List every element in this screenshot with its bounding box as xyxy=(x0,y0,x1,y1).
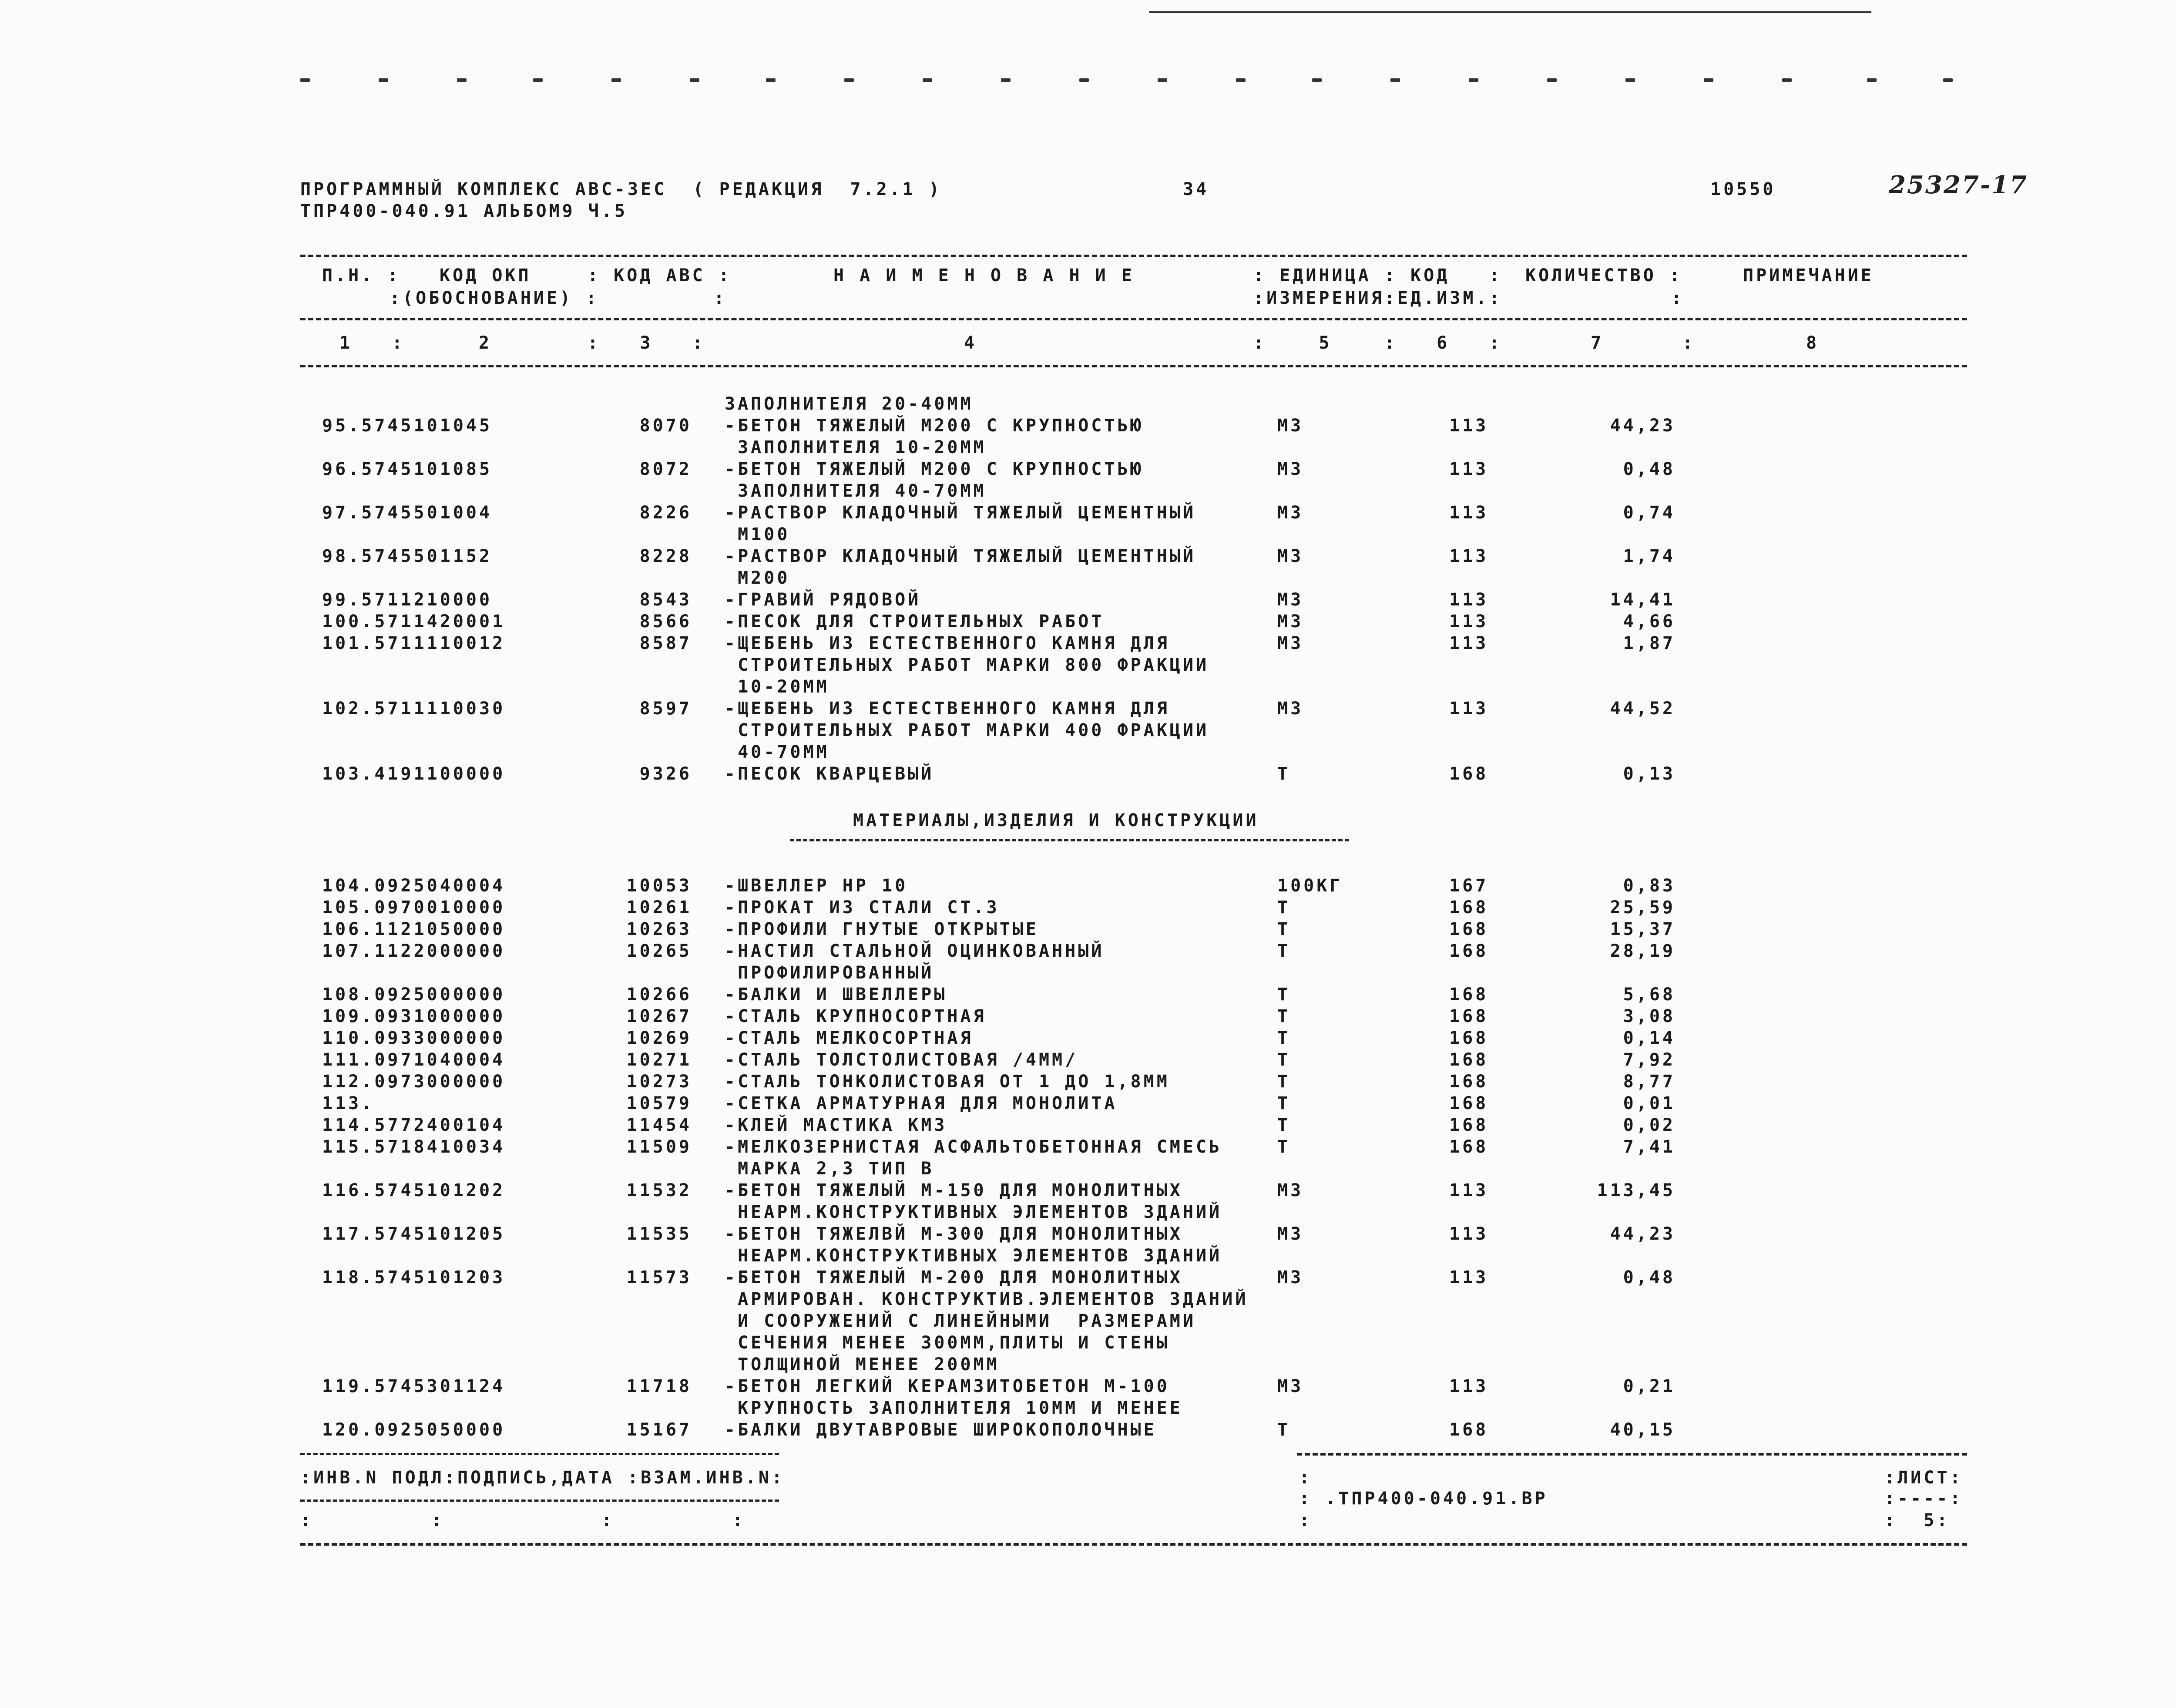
unit-code: 113 xyxy=(1449,633,1489,653)
abc-code: 10266 xyxy=(626,985,692,1005)
unit-of-measure: Т xyxy=(1277,1028,1291,1048)
punch-mark xyxy=(1312,78,1322,82)
table-row xyxy=(0,568,2176,590)
item-name: -СЕТКА АРМАТУРНАЯ ДЛЯ МОНОЛИТА xyxy=(725,1093,1118,1113)
position-number: 108.0925000000 xyxy=(322,985,506,1005)
quantity: 5,68 xyxy=(1623,985,1676,1005)
item-name: -ШВЕЛЛЕР НР 10 xyxy=(725,876,908,896)
table-row xyxy=(0,1028,2176,1050)
quantity: 0,21 xyxy=(1623,1376,1676,1396)
unit-of-measure: М3 xyxy=(1277,546,1304,566)
position-number: 115.5718410034 xyxy=(322,1137,506,1157)
item-name: -МЕЛКОЗЕРНИСТАЯ АСФАЛЬТОБЕТОННАЯ СМЕСЬ xyxy=(725,1137,1222,1157)
position-number: 99.5711210000 xyxy=(322,590,493,610)
header-bottom-rule xyxy=(300,365,1967,367)
punch-mark xyxy=(457,78,467,82)
item-name: -ЩЕБЕНЬ ИЗ ЕСТЕСТВЕННОГО КАМНЯ ДЛЯ xyxy=(725,699,1170,719)
quantity: 0,48 xyxy=(1623,459,1676,479)
unit-code: 113 xyxy=(1449,1268,1489,1288)
unit-code: 113 xyxy=(1449,1180,1489,1200)
unit-of-measure: М3 xyxy=(1277,1180,1304,1200)
col-okp-header: КОД ОКП xyxy=(440,266,531,286)
table-row xyxy=(0,677,2176,699)
position-number: 116.5745101202 xyxy=(322,1180,506,1200)
unit-of-measure: Т xyxy=(1277,764,1291,784)
footer-doc-ref: : .ТПР400-040.91.ВР xyxy=(1299,1489,1548,1509)
quantity: 8,77 xyxy=(1623,1072,1676,1092)
abc-code: 11573 xyxy=(626,1268,692,1288)
quantity: 0,01 xyxy=(1623,1093,1676,1113)
unit-of-measure: М3 xyxy=(1277,1268,1304,1288)
unit-of-measure: Т xyxy=(1277,898,1291,918)
unit-code: 168 xyxy=(1449,898,1489,918)
unit-of-measure: Т xyxy=(1277,985,1291,1005)
unit-code: 168 xyxy=(1449,941,1489,961)
item-name: -ПЕСОК ДЛЯ СТРОИТЕЛЬНЫХ РАБОТ xyxy=(725,612,1105,632)
unit-of-measure: М3 xyxy=(1277,1376,1304,1396)
item-name: НЕАРМ.КОНСТРУКТИВНЫХ ЭЛЕМЕНТОВ ЗДАНИЙ xyxy=(725,1202,1222,1222)
unit-of-measure: М3 xyxy=(1277,590,1304,610)
quantity: 25,59 xyxy=(1610,898,1676,918)
unit-of-measure: М3 xyxy=(1277,633,1304,653)
table-row xyxy=(0,985,2176,1006)
header-mid-rule xyxy=(300,318,1967,320)
unit-code: 168 xyxy=(1449,764,1489,784)
unit-code: 113 xyxy=(1449,699,1489,719)
abc-code: 11454 xyxy=(626,1115,692,1135)
quantity: 113,45 xyxy=(1597,1180,1676,1200)
punch-mark xyxy=(1625,78,1635,82)
doc-title-line2: ТПР400-040.91 АЛЬБОМ9 Ч.5 xyxy=(300,201,628,221)
position-number: 110.0933000000 xyxy=(322,1028,506,1048)
footer-left-sep-rule xyxy=(300,1500,779,1502)
table-row xyxy=(0,590,2176,612)
abc-code: 8226 xyxy=(639,503,692,523)
unit-of-measure: Т xyxy=(1277,1006,1291,1026)
unit-code: 113 xyxy=(1449,546,1489,566)
unit-code: 168 xyxy=(1449,1137,1489,1157)
abc-code: 8587 xyxy=(639,633,692,653)
position-number: 98.5745501152 xyxy=(322,546,493,566)
punch-mark xyxy=(766,78,776,82)
item-name: КРУПНОСТЬ ЗАПОЛНИТЕЛЯ 10ММ И МЕНЕЕ xyxy=(725,1398,1183,1418)
item-name: ЗАПОЛНИТЕЛЯ 20-40ММ xyxy=(725,394,974,414)
table-row xyxy=(0,699,2176,720)
header-top-rule xyxy=(300,255,1967,257)
item-name: -БЕТОН ТЯЖЕЛЫЙ М200 С КРУПНОСТЬЮ xyxy=(725,459,1144,479)
item-name: -СТАЛЬ КРУПНОСОРТНАЯ xyxy=(725,1006,987,1026)
punch-mark xyxy=(923,78,932,82)
punch-mark xyxy=(1001,78,1011,82)
punch-mark xyxy=(1236,78,1246,82)
unit-of-measure: М3 xyxy=(1277,416,1304,436)
unit-code: 113 xyxy=(1449,1224,1489,1244)
abc-code: 10267 xyxy=(626,1006,692,1026)
footer-left-blank: : : : : xyxy=(300,1510,745,1530)
unit-of-measure: М3 xyxy=(1277,503,1304,523)
col-note-header: ПРИМЕЧАНИЕ xyxy=(1743,266,1874,286)
item-name: -СТАЛЬ ТОНКОЛИСТОВАЯ ОТ 1 ДО 1,8ММ xyxy=(725,1072,1170,1092)
punch-mark xyxy=(1390,78,1400,82)
unit-code: 113 xyxy=(1449,1376,1489,1396)
table-row xyxy=(0,1311,2176,1333)
col-num-2: 2 xyxy=(479,333,492,353)
table-row xyxy=(0,546,2176,568)
position-number: 114.5772400104 xyxy=(322,1115,506,1135)
item-name: -ГРАВИЙ РЯДОВОЙ xyxy=(725,590,921,610)
quantity: 28,19 xyxy=(1610,941,1676,961)
position-number: 120.0925050000 xyxy=(322,1420,506,1440)
position-number: 106.1121050000 xyxy=(322,919,506,939)
position-number: 107.1122000000 xyxy=(322,941,506,961)
footer-mid-colon2: : xyxy=(1299,1510,1313,1530)
punch-mark xyxy=(1158,78,1167,82)
punch-mark xyxy=(300,78,310,82)
unit-of-measure: Т xyxy=(1277,1137,1291,1157)
item-name: -РАСТВОР КЛАДОЧНЫЙ ТЯЖЕЛЫЙ ЦЕМЕНТНЫЙ xyxy=(725,546,1196,566)
item-name: -БАЛКИ ДВУТАВРОВЫЕ ШИРОКОПОЛОЧНЫЕ xyxy=(725,1420,1157,1440)
table-row xyxy=(0,1202,2176,1224)
position-number: 104.0925040004 xyxy=(322,876,506,896)
abc-code: 10053 xyxy=(626,876,692,896)
item-name: -ПЕСОК КВАРЦЕВЫЙ xyxy=(725,764,934,784)
abc-code: 8543 xyxy=(639,590,692,610)
position-number: 113. xyxy=(322,1093,375,1113)
col-pn-header: П.Н. : xyxy=(322,266,401,286)
item-name: -БЕТОН ТЯЖЕЛЫЙ М-150 ДЛЯ МОНОЛИТНЫХ xyxy=(725,1180,1183,1200)
quantity: 1,74 xyxy=(1623,546,1676,566)
unit-code: 168 xyxy=(1449,1028,1489,1048)
item-name: ПРОФИЛИРОВАННЫЙ xyxy=(725,963,934,983)
quantity: 0,48 xyxy=(1623,1268,1676,1288)
table-row xyxy=(0,459,2176,481)
abc-code: 10579 xyxy=(626,1093,692,1113)
punch-mark xyxy=(844,78,854,82)
quantity: 44,23 xyxy=(1610,1224,1676,1244)
col-num-3: : 3 : xyxy=(588,333,705,353)
table-row xyxy=(0,742,2176,764)
punch-mark xyxy=(379,78,388,82)
quantity: 44,23 xyxy=(1610,416,1676,436)
unit-code: 168 xyxy=(1449,1420,1489,1440)
item-name: 40-70ММ xyxy=(725,742,829,762)
table-row xyxy=(0,1050,2176,1072)
col-num-8: 8 xyxy=(1806,333,1820,353)
col-num-1: 1 : xyxy=(339,333,405,353)
table-row xyxy=(0,1115,2176,1137)
unit-code: 168 xyxy=(1449,1006,1489,1026)
position-number: 100.5711420001 xyxy=(322,612,506,632)
table-row xyxy=(0,1246,2176,1268)
unit-code: 167 xyxy=(1449,876,1489,896)
abc-code: 10265 xyxy=(626,941,692,961)
handwritten-number: 25327-17 xyxy=(1889,171,2028,199)
item-name: -СТАЛЬ ТОЛСТОЛИСТОВАЯ /4ММ/ xyxy=(725,1050,1078,1070)
table-row xyxy=(0,1224,2176,1246)
quantity: 0,13 xyxy=(1623,764,1676,784)
item-name: -БЕТОН ТЯЖЕЛЫЙ М-200 ДЛЯ МОНОЛИТНЫХ xyxy=(725,1268,1183,1288)
abc-code: 8070 xyxy=(639,416,692,436)
table-row xyxy=(0,1093,2176,1115)
table-row xyxy=(0,394,2176,416)
footer-sheet-number: : 5: xyxy=(1884,1510,1950,1530)
unit-code: 168 xyxy=(1449,1072,1489,1092)
unit-code: 113 xyxy=(1449,503,1489,523)
unit-of-measure: 100КГ xyxy=(1277,876,1343,896)
abc-code: 10271 xyxy=(626,1050,692,1070)
quantity: 7,92 xyxy=(1623,1050,1676,1070)
col-unit-subheader: :ИЗМЕРЕНИЯ:ЕД.ИЗМ.: xyxy=(1253,288,1502,308)
col-qty-subheader: : xyxy=(1671,288,1685,308)
unit-of-measure: Т xyxy=(1277,1050,1291,1070)
item-name: СЕЧЕНИЯ МЕНЕЕ 300ММ,ПЛИТЫ И СТЕНЫ xyxy=(725,1333,1170,1353)
abc-code: 9326 xyxy=(639,764,692,784)
punch-mark xyxy=(1867,78,1877,82)
unit-of-measure: М3 xyxy=(1277,612,1304,632)
item-name: ЗАПОЛНИТЕЛЯ 40-70ММ xyxy=(725,481,987,501)
abc-code: 8566 xyxy=(639,612,692,632)
position-number: 101.5711110012 xyxy=(322,633,506,653)
item-name: ТОЛЩИНОЙ МЕНЕЕ 200ММ xyxy=(725,1355,1000,1375)
unit-code: 168 xyxy=(1449,919,1489,939)
table-row xyxy=(0,720,2176,742)
quantity: 44,52 xyxy=(1610,699,1676,719)
quantity: 7,41 xyxy=(1623,1137,1676,1157)
col-name-header: Н А И М Е Н О В А Н И Е xyxy=(833,266,1135,286)
doc-code: 10550 xyxy=(1710,179,1776,199)
abc-code: 11532 xyxy=(626,1180,692,1200)
doc-title-line1: ПРОГРАММНЫЙ КОМПЛЕКС АВС-ЗЕС ( РЕДАКЦИЯ 7.2.1 ) xyxy=(300,179,942,199)
table-row xyxy=(0,1159,2176,1180)
position-number: 95.5745101045 xyxy=(322,416,493,436)
col-unit-header: : ЕДИНИЦА : КОД : xyxy=(1253,266,1502,286)
footer-sheet-sep: :----: xyxy=(1884,1489,1963,1509)
unit-of-measure: Т xyxy=(1277,1420,1291,1440)
section-title: МАТЕРИАЛЫ,ИЗДЕЛИЯ И КОНСТРУКЦИИ xyxy=(853,810,1259,830)
table-row xyxy=(0,1355,2176,1376)
table-row xyxy=(0,1333,2176,1355)
table-row xyxy=(0,1180,2176,1202)
table-row xyxy=(0,1137,2176,1159)
abc-code: 11535 xyxy=(626,1224,692,1244)
item-name: -БАЛКИ И ШВЕЛЛЕРЫ xyxy=(725,985,947,1005)
table-row xyxy=(0,898,2176,919)
table-row xyxy=(0,1268,2176,1289)
unit-of-measure: М3 xyxy=(1277,1224,1304,1244)
punch-mark xyxy=(611,78,621,82)
item-name: НЕАРМ.КОНСТРУКТИВНЫХ ЭЛЕМЕНТОВ ЗДАНИЙ xyxy=(725,1246,1222,1266)
punch-mark xyxy=(1943,78,1953,82)
item-name: -КЛЕЙ МАСТИКА КМЗ xyxy=(725,1115,947,1135)
unit-of-measure: Т xyxy=(1277,1115,1291,1135)
position-number: 105.0970010000 xyxy=(322,898,506,918)
item-name: -РАСТВОР КЛАДОЧНЫЙ ТЯЖЕЛЫЙ ЦЕМЕНТНЫЙ xyxy=(725,503,1196,523)
table-row xyxy=(0,1420,2176,1442)
item-name: -БЕТОН ТЯЖЕЛЫЙ М200 С КРУПНОСТЬЮ xyxy=(725,416,1144,436)
table-row xyxy=(0,941,2176,963)
quantity: 15,37 xyxy=(1610,919,1676,939)
table-row xyxy=(0,1398,2176,1420)
table-row xyxy=(0,503,2176,525)
unit-code: 113 xyxy=(1449,459,1489,479)
item-name: И СООРУЖЕНИЙ С ЛИНЕЙНЫМИ РАЗМЕРАМИ xyxy=(725,1311,1196,1331)
position-number: 102.5711110030 xyxy=(322,699,506,719)
col-okp-subheader: :(ОБОСНОВАНИЕ) : xyxy=(390,288,599,308)
table-row xyxy=(0,919,2176,941)
quantity: 1,87 xyxy=(1623,633,1676,653)
unit-code: 168 xyxy=(1449,985,1489,1005)
item-name: -НАСТИЛ СТАЛЬНОЙ ОЦИНКОВАННЫЙ xyxy=(725,941,1105,961)
abc-code: 8597 xyxy=(639,699,692,719)
punch-mark xyxy=(690,78,699,82)
quantity: 4,66 xyxy=(1623,612,1676,632)
unit-code: 168 xyxy=(1449,1093,1489,1113)
punch-mark xyxy=(1782,78,1792,82)
table-row xyxy=(0,481,2176,503)
position-number: 119.5745301124 xyxy=(322,1376,506,1396)
item-name: -БЕТОН ЛЕГКИЙ КЕРАМЗИТОБЕТОН М-100 xyxy=(725,1376,1170,1396)
abc-code: 10261 xyxy=(626,898,692,918)
footer-mid-colon: : xyxy=(1299,1468,1313,1488)
unit-of-measure: Т xyxy=(1277,941,1291,961)
punch-mark xyxy=(1547,78,1557,82)
position-number: 97.5745501004 xyxy=(322,503,493,523)
unit-of-measure: Т xyxy=(1277,919,1291,939)
table-row xyxy=(0,963,2176,985)
col-num-5-6: : 5 : 6 : xyxy=(1253,333,1502,353)
position-number: 103.4191100000 xyxy=(322,764,506,784)
col-num-7: 7 : xyxy=(1591,333,1696,353)
item-name: М100 xyxy=(725,525,790,545)
quantity: 0,02 xyxy=(1623,1115,1676,1135)
item-name: М200 xyxy=(725,568,790,588)
abc-code: 10269 xyxy=(626,1028,692,1048)
position-number: 96.5745101085 xyxy=(322,459,493,479)
quantity: 0,14 xyxy=(1623,1028,1676,1048)
item-name: МАРКА 2,3 ТИП В xyxy=(725,1159,934,1179)
table-row xyxy=(0,525,2176,546)
item-name: СТРОИТЕЛЬНЫХ РАБОТ МАРКИ 400 ФРАКЦИИ xyxy=(725,720,1209,740)
col-qty-header: КОЛИЧЕСТВО : xyxy=(1525,266,1682,286)
position-number: 109.0931000000 xyxy=(322,1006,506,1026)
table-row xyxy=(0,1006,2176,1028)
quantity: 0,74 xyxy=(1623,503,1676,523)
footer-left-labels: :ИНВ.N ПОДЛ:ПОДПИСЬ,ДАТА :ВЗАМ.ИНВ.N: xyxy=(300,1468,785,1488)
position-number: 117.5745101205 xyxy=(322,1224,506,1244)
page-number: 34 xyxy=(1183,179,1209,199)
position-number: 118.5745101203 xyxy=(322,1268,506,1288)
abc-code: 8228 xyxy=(639,546,692,566)
footer-top-rule-left xyxy=(300,1453,779,1455)
item-name: 10-20ММ xyxy=(725,677,829,697)
col-abc-header: : КОД АВС : xyxy=(588,266,732,286)
item-name: -ПРОКАТ ИЗ СТАЛИ СТ.3 xyxy=(725,898,1000,918)
footer-top-rule-right xyxy=(1297,1453,1967,1456)
position-number: 111.0971040004 xyxy=(322,1050,506,1070)
punch-mark xyxy=(1079,78,1089,82)
unit-of-measure: М3 xyxy=(1277,699,1304,719)
quantity: 3,08 xyxy=(1623,1006,1676,1026)
table-row xyxy=(0,876,2176,898)
abc-code: 11509 xyxy=(626,1137,692,1157)
table-row xyxy=(0,437,2176,459)
punch-mark xyxy=(1704,78,1713,82)
unit-code: 113 xyxy=(1449,590,1489,610)
unit-code: 113 xyxy=(1449,612,1489,632)
col-abc-subheader: : xyxy=(714,288,727,308)
table-row xyxy=(0,655,2176,677)
unit-of-measure: Т xyxy=(1277,1093,1291,1113)
table-row xyxy=(0,416,2176,437)
unit-of-measure: Т xyxy=(1277,1072,1291,1092)
punch-mark xyxy=(1469,78,1478,82)
table-row xyxy=(0,1376,2176,1398)
punch-mark xyxy=(533,78,543,82)
abc-code: 8072 xyxy=(639,459,692,479)
item-name: СТРОИТЕЛЬНЫХ РАБОТ МАРКИ 800 ФРАКЦИИ xyxy=(725,655,1209,675)
item-name: -БЕТОН ТЯЖЕЛВЙ М-300 ДЛЯ МОНОЛИТНЫХ xyxy=(725,1224,1183,1244)
abc-code: 11718 xyxy=(626,1376,692,1396)
table-row xyxy=(0,612,2176,633)
footer-bottom-rule xyxy=(300,1543,1967,1546)
quantity: 14,41 xyxy=(1610,590,1676,610)
item-name: АРМИРОВАН. КОНСТРУКТИВ.ЭЛЕМЕНТОВ ЗДАНИЙ xyxy=(725,1289,1249,1309)
item-name: -ЩЕБЕНЬ ИЗ ЕСТЕСТВЕННОГО КАМНЯ ДЛЯ xyxy=(725,633,1170,653)
item-name: -ПРОФИЛИ ГНУТЫЕ ОТКРЫТЫЕ xyxy=(725,919,1039,939)
item-name: ЗАПОЛНИТЕЛЯ 10-20ММ xyxy=(725,437,987,457)
quantity: 0,83 xyxy=(1623,876,1676,896)
item-name: -СТАЛЬ МЕЛКОСОРТНАЯ xyxy=(725,1028,974,1048)
abc-code: 10273 xyxy=(626,1072,692,1092)
table-row xyxy=(0,764,2176,786)
unit-code: 168 xyxy=(1449,1050,1489,1070)
table-row xyxy=(0,633,2176,655)
position-number: 112.0973000000 xyxy=(322,1072,506,1092)
table-row xyxy=(0,1072,2176,1093)
section-title-underline xyxy=(790,839,1349,841)
top-rule xyxy=(1149,11,1871,13)
abc-code: 10263 xyxy=(626,919,692,939)
unit-code: 168 xyxy=(1449,1115,1489,1135)
unit-code: 113 xyxy=(1449,416,1489,436)
table-row xyxy=(0,1289,2176,1311)
unit-of-measure: М3 xyxy=(1277,459,1304,479)
abc-code: 15167 xyxy=(626,1420,692,1440)
quantity: 40,15 xyxy=(1610,1420,1676,1440)
footer-sheet-label: :ЛИСТ: xyxy=(1884,1468,1963,1488)
col-num-4: 4 xyxy=(964,333,977,353)
